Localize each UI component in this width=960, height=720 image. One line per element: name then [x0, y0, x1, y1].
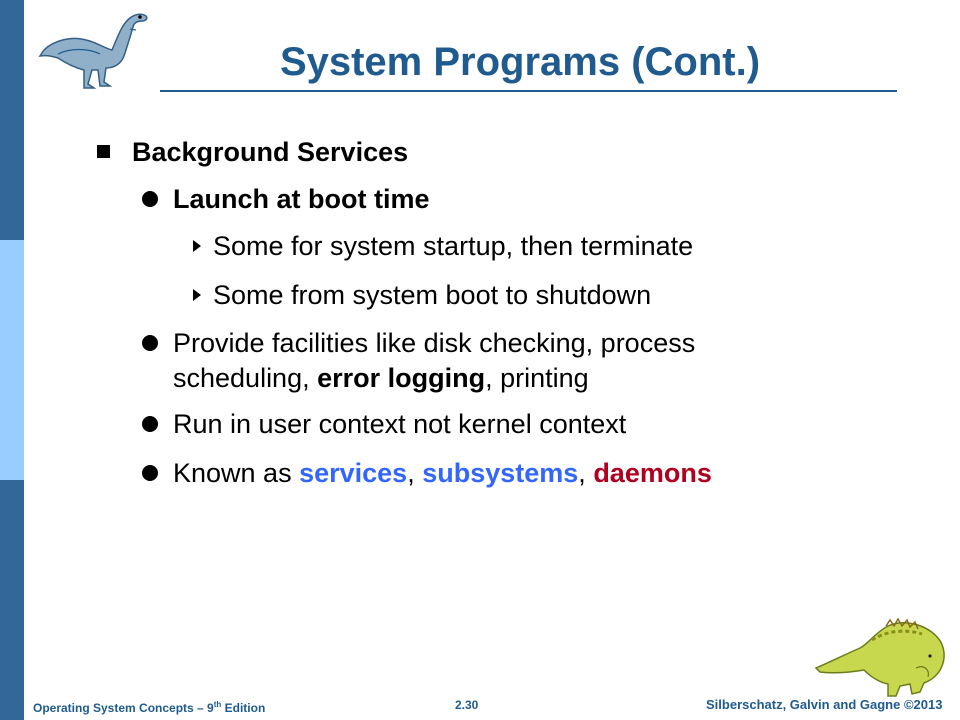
known-as-text: Known as [173, 458, 300, 488]
comma-separator: , [407, 458, 423, 488]
bullet-user-context: Run in user context not kernel context [173, 409, 627, 439]
footer-book-prefix: Operating System Concepts – 9 [33, 701, 214, 715]
footer-copyright: Silberschatz, Galvin and Gagne ©2013 [706, 697, 943, 712]
square-bullet-icon [97, 145, 110, 158]
dinosaur-lying-icon [812, 614, 952, 700]
footer-book-suffix: Edition [221, 701, 266, 715]
daemons-term: daemons [593, 458, 712, 488]
triangle-bullet-icon [193, 240, 201, 252]
footer-page-number: 2.30 [455, 698, 479, 712]
bullet-heading: Background Services [132, 137, 409, 167]
error-logging-term: error logging [317, 363, 486, 393]
bullet-known-as [173, 457, 712, 489]
services-term: services [299, 458, 408, 488]
round-bullet-icon [142, 465, 158, 481]
subbullet-shutdown: Some from system boot to shutdown [213, 280, 652, 310]
subbullet-startup: Some for system startup, then terminate [213, 231, 694, 261]
round-bullet-icon [142, 416, 158, 432]
round-bullet-icon [142, 335, 158, 351]
round-bullet-icon [142, 191, 158, 207]
slide-title: System Programs (Cont.) [279, 40, 761, 84]
comma-separator: , [578, 458, 594, 488]
bullet-facilities-line1: Provide facilities like disk checking, process [173, 328, 696, 358]
triangle-bullet-icon [193, 289, 201, 301]
bullet-facilities-line2 [173, 362, 589, 394]
footer-edition-superscript: th [213, 700, 222, 709]
facilities-tail: , printing [485, 363, 589, 393]
subsystems-term: subsystems [422, 458, 579, 488]
footer-book-title [33, 697, 265, 716]
bullet-launch: Launch at boot time [173, 184, 430, 214]
facilities-text: scheduling, [173, 363, 318, 393]
